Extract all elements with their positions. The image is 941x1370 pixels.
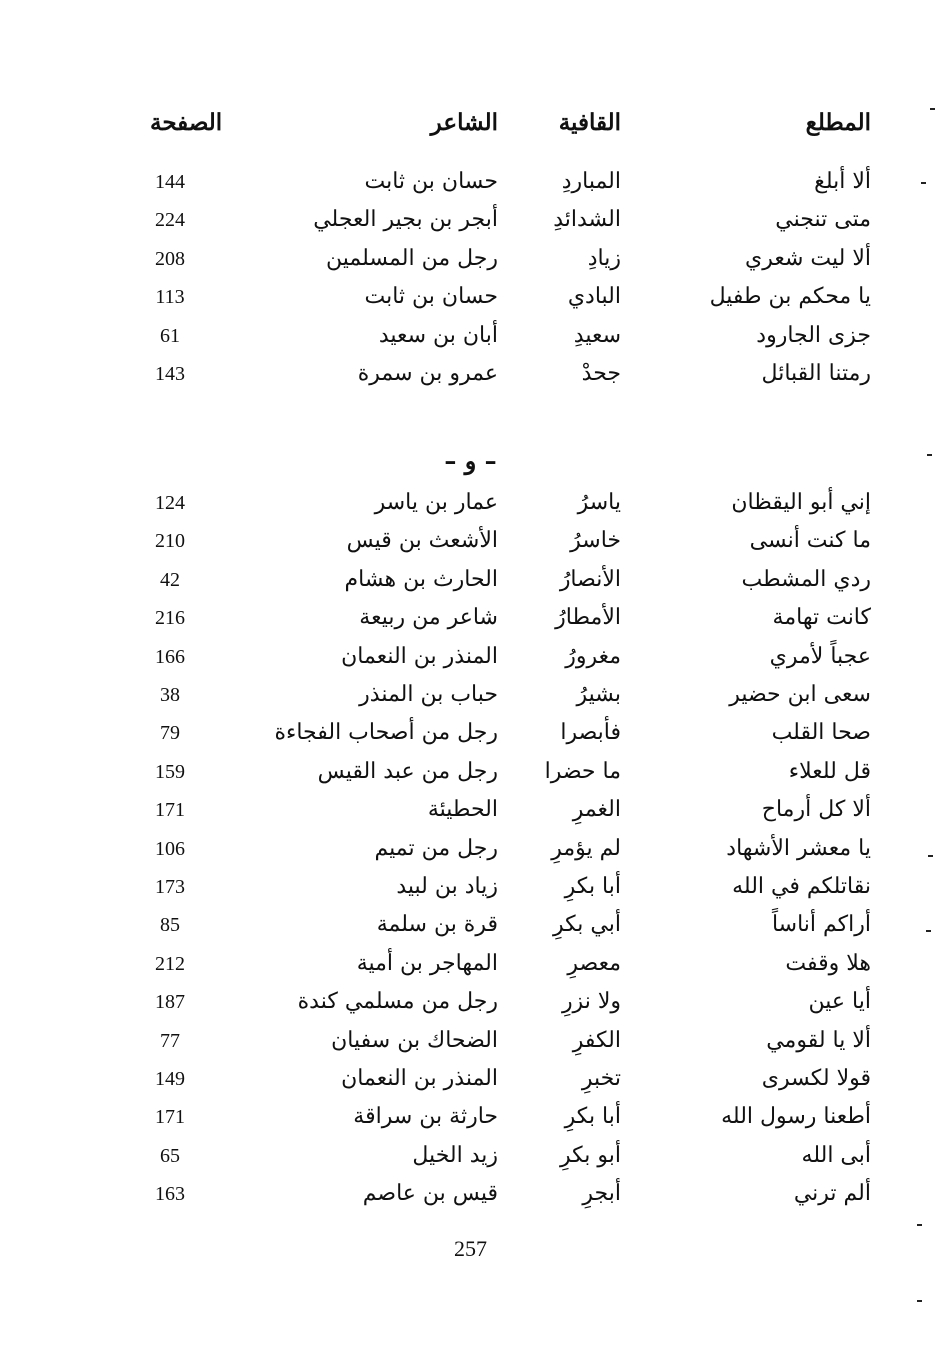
verse-rhyme: زيادِ xyxy=(587,245,621,271)
page-ref: 42 xyxy=(160,568,180,591)
poet-name: الأشعث بن قيس xyxy=(346,528,498,554)
table-row xyxy=(0,714,941,752)
scan-speck xyxy=(926,930,931,932)
verse-rhyme: الكفرِ xyxy=(572,1027,621,1053)
poet-name: حارثة بن سراقة xyxy=(353,1104,498,1130)
page-ref: 77 xyxy=(160,1029,180,1052)
verse-opening: كانت تهامة xyxy=(772,605,871,631)
page-number: 257 xyxy=(454,1236,487,1261)
verse-opening: يا محكم بن طفيل xyxy=(709,284,871,310)
verse-rhyme: المباردِ xyxy=(561,169,621,194)
verse-rhyme: جحدْ xyxy=(581,361,621,386)
verse-rhyme: أبا بكرِ xyxy=(564,874,621,899)
page-ref: 124 xyxy=(155,492,185,514)
poet-name: الحطيئة xyxy=(427,797,498,823)
poet-name: حباب بن المنذر xyxy=(359,682,498,707)
verse-rhyme: الشدائدِ xyxy=(553,207,621,233)
verse-opening: ألا ليت شعري xyxy=(745,245,871,271)
header-opening: المطلع xyxy=(805,109,871,136)
table-row xyxy=(0,868,941,906)
verse-opening: ردي المشطب xyxy=(741,566,871,592)
verse-opening: يا معشر الأشهاد xyxy=(726,835,871,861)
poet-name: رجل من تميم xyxy=(374,835,498,861)
table-row xyxy=(0,240,941,278)
table-row xyxy=(0,1022,941,1060)
page-ref: 143 xyxy=(155,363,185,385)
verse-rhyme: الغمرِ xyxy=(572,797,621,823)
page-ref: 210 xyxy=(155,530,185,553)
table-row xyxy=(0,1175,941,1213)
page-ref: 106 xyxy=(155,837,185,860)
table-row xyxy=(0,945,941,983)
scan-speck xyxy=(928,855,933,857)
poet-name: شاعر من ربيعة xyxy=(359,605,498,631)
verse-rhyme: مغرورُ xyxy=(565,643,621,669)
page-ref: 171 xyxy=(155,1106,185,1129)
verse-rhyme: لم يؤمرِ xyxy=(551,835,621,861)
header-poet: الشاعر xyxy=(430,109,498,136)
verse-rhyme: سعيدِ xyxy=(573,322,621,348)
verse-opening: قل للعلاء xyxy=(788,758,871,784)
verse-rhyme: أبي بكرِ xyxy=(553,912,621,938)
poet-name: المهاجر بن أمية xyxy=(356,950,498,976)
poet-name: الحارث بن هشام xyxy=(344,566,498,592)
verse-opening: سعى ابن حضير xyxy=(729,682,871,707)
poet-name: قيس بن عاصم xyxy=(362,1181,498,1207)
page-ref: 149 xyxy=(155,1068,185,1090)
table-row xyxy=(0,355,941,393)
verse-rhyme: البادي xyxy=(567,284,621,310)
poet-name: أبجر بن بجير العجلي xyxy=(313,207,498,233)
verse-rhyme: بشيرُ xyxy=(576,682,621,707)
table-row xyxy=(0,983,941,1021)
verse-rhyme: الأمطارُ xyxy=(555,605,621,631)
table-row xyxy=(0,638,941,676)
page-ref: 61 xyxy=(160,324,180,347)
table-row xyxy=(0,906,941,944)
scan-speck xyxy=(921,182,926,184)
verse-opening: ألا يا لقومي xyxy=(766,1027,871,1053)
table-row xyxy=(0,317,941,355)
verse-opening: متى تنجني xyxy=(775,207,871,233)
page-ref: 85 xyxy=(160,914,180,937)
verse-opening: نقاتلكم في الله xyxy=(732,874,871,899)
verse-rhyme: ما حضرا xyxy=(544,758,621,784)
scan-speck xyxy=(930,108,935,110)
verse-opening: رمتنا القبائل xyxy=(761,361,871,386)
page-ref: 79 xyxy=(160,722,180,745)
page-ref: 113 xyxy=(155,286,185,309)
poet-name: المنذر بن النعمان xyxy=(341,643,498,669)
poet-name: رجل من أصحاب الفجاءة xyxy=(274,720,498,746)
verse-opening: هلا وقفت xyxy=(785,950,871,976)
verse-opening: إني أبو اليقظان xyxy=(731,490,871,515)
table-row xyxy=(0,753,941,791)
verse-rhyme: أبو بكرِ xyxy=(559,1142,621,1168)
verse-opening: ما كنت أنسى xyxy=(749,528,871,554)
verse-opening: ألا أبلغ xyxy=(814,169,871,194)
verse-opening: أطعنا رسول الله xyxy=(721,1104,871,1130)
verse-rhyme: خاسرُ xyxy=(570,528,621,554)
table-row xyxy=(0,791,941,829)
poet-name: رجل من مسلمي كندة xyxy=(297,989,498,1015)
verse-rhyme: معصرِ xyxy=(567,950,621,976)
verse-rhyme: ولا نزرِ xyxy=(561,989,621,1015)
verse-rhyme: الأنصارُ xyxy=(559,566,621,592)
table-row xyxy=(0,522,941,560)
verse-opening: ألم ترني xyxy=(793,1181,871,1207)
verse-opening: جزى الجارود xyxy=(756,322,871,348)
verse-rhyme: أبا بكرِ xyxy=(564,1104,621,1130)
poet-name: حسان بن ثابت xyxy=(364,284,498,310)
table-row xyxy=(0,1098,941,1136)
poet-name: حسان بن ثابت xyxy=(364,169,498,194)
verse-opening: أيا عين xyxy=(808,989,871,1015)
table-row xyxy=(0,1060,941,1098)
verse-opening: عجباً لأمري xyxy=(769,643,871,669)
poet-name: زياد بن لبيد xyxy=(396,874,498,899)
verse-opening: صحا القلب xyxy=(771,720,871,746)
table-row xyxy=(0,163,941,201)
table-row xyxy=(0,561,941,599)
table-row xyxy=(0,201,941,239)
table-row xyxy=(0,1137,941,1175)
table-row xyxy=(0,830,941,868)
verse-opening: أراكم أناساً xyxy=(771,912,871,938)
verse-opening: أبى الله xyxy=(801,1142,871,1168)
table-row xyxy=(0,676,941,714)
verse-opening: ألا كل أرماح xyxy=(761,797,871,823)
poet-name: قرة بن سلمة xyxy=(376,912,498,938)
verse-opening: قولا لكسرى xyxy=(761,1066,871,1091)
table-row xyxy=(0,484,941,522)
header-page: الصفحة xyxy=(150,110,223,135)
scan-speck xyxy=(917,1224,922,1226)
scan-speck xyxy=(917,1300,922,1302)
page-ref: 224 xyxy=(155,209,185,232)
page-ref: 212 xyxy=(155,952,185,975)
page-ref: 171 xyxy=(155,799,185,822)
poet-name: زيد الخيل xyxy=(412,1142,498,1168)
poet-name: رجل من عبد القيس xyxy=(317,758,498,784)
table-row xyxy=(0,278,941,316)
page-ref: 159 xyxy=(155,760,185,783)
poet-name: رجل من المسلمين xyxy=(326,245,498,271)
verse-rhyme: تخبرِ xyxy=(581,1066,621,1091)
table-header xyxy=(0,104,941,142)
verse-rhyme: فأبصرا xyxy=(560,720,621,746)
page-ref: 163 xyxy=(155,1183,185,1206)
page-ref: 216 xyxy=(155,607,185,630)
poet-name: عمرو بن سمرة xyxy=(357,361,498,386)
verse-rhyme: أبجرِ xyxy=(582,1181,621,1207)
page-ref: 166 xyxy=(155,645,185,668)
poet-name: المنذر بن النعمان xyxy=(341,1066,498,1091)
page-ref: 144 xyxy=(155,171,185,193)
page-ref: 173 xyxy=(155,876,185,898)
verse-rhyme: ياسرُ xyxy=(577,490,621,515)
table-row xyxy=(0,599,941,637)
poet-name: أبان بن سعيد xyxy=(378,322,498,348)
page-ref: 187 xyxy=(155,991,185,1014)
section-letter: – و – xyxy=(444,446,497,475)
header-rhyme: القافية xyxy=(558,109,621,136)
page-ref: 208 xyxy=(155,247,185,270)
poet-name: عمار بن ياسر xyxy=(374,490,498,515)
page-ref: 65 xyxy=(160,1144,180,1167)
scan-speck xyxy=(927,454,932,456)
page-ref: 38 xyxy=(160,684,180,706)
poet-name: الضحاك بن سفيان xyxy=(331,1027,498,1053)
